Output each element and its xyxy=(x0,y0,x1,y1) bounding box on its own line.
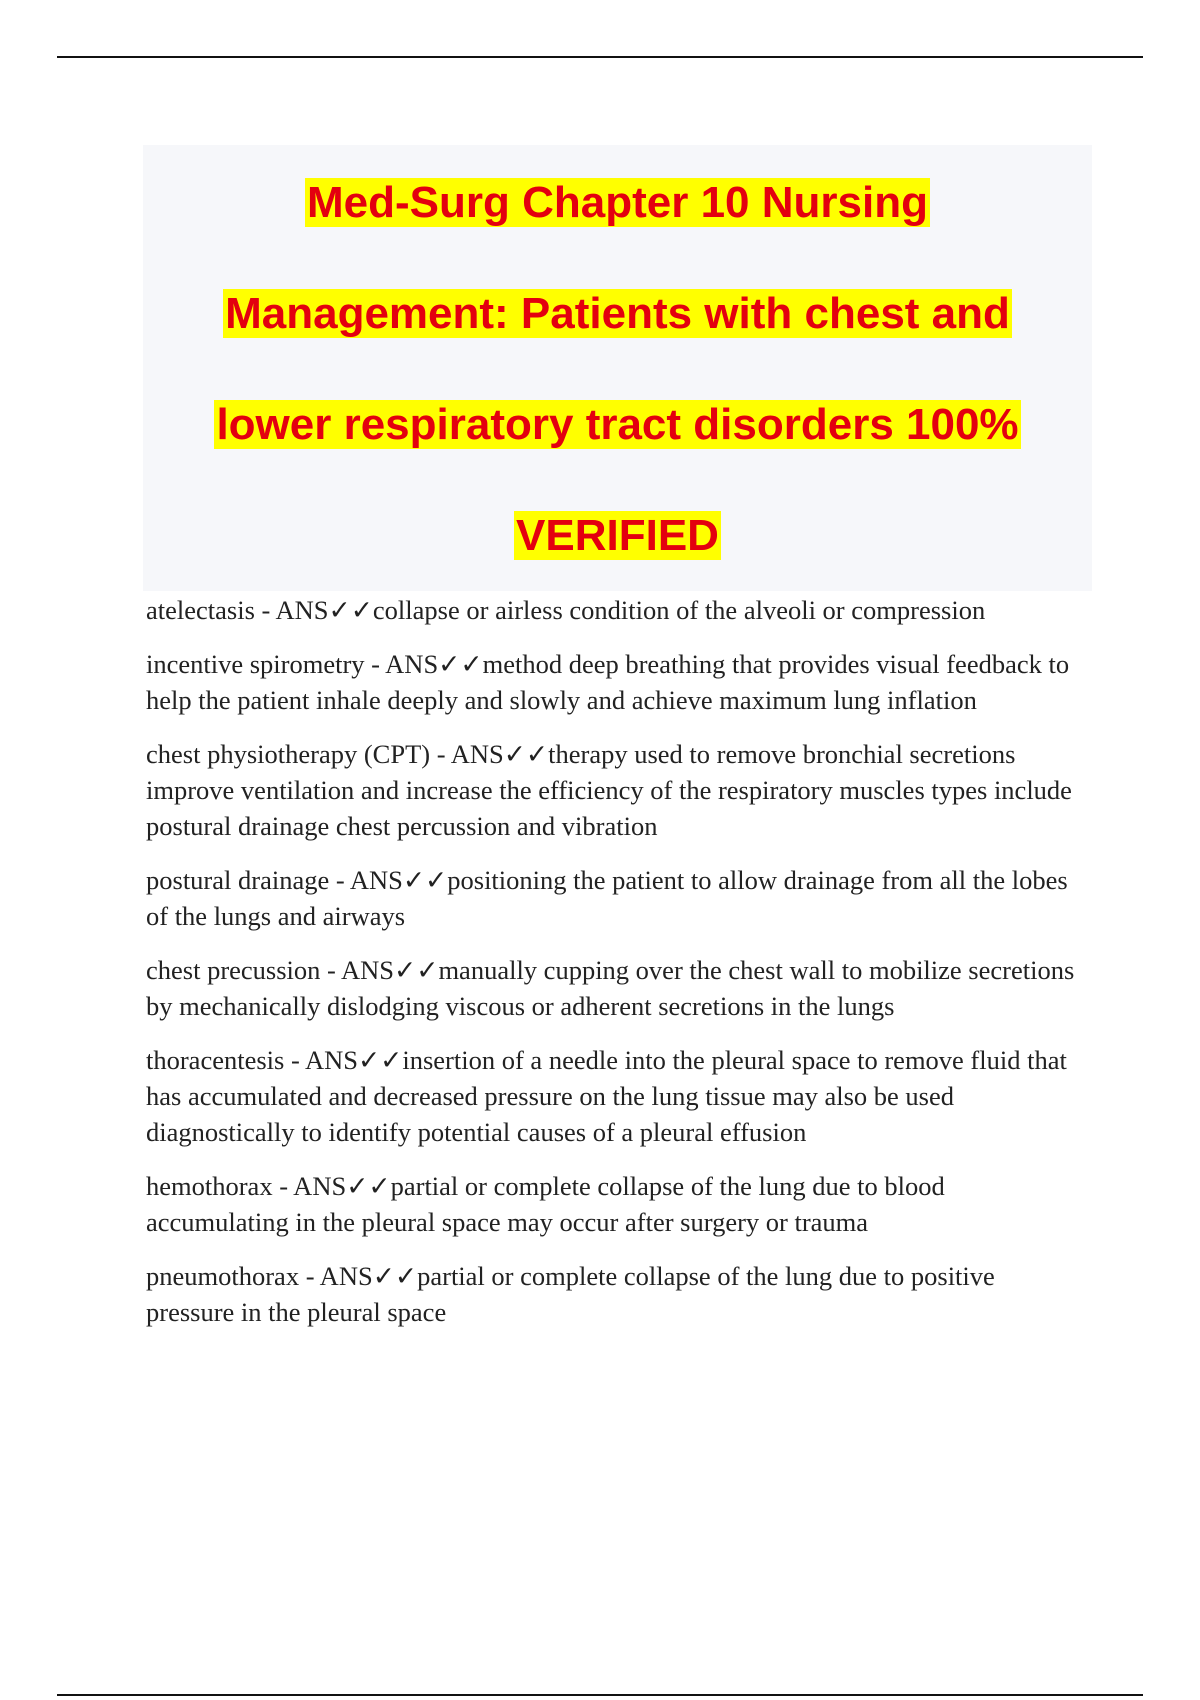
entry-atelectasis: atelectasis - ANS✓✓collapse or airless condition of the alveoli or compression xyxy=(146,595,986,625)
entry-chest-precussion: chest precussion - ANS✓✓manually cupping over the chest wall to mobilize secretions by mechanically dislodging viscous or adherent secretions in the lungs xyxy=(146,955,1075,1021)
document-title-block xyxy=(143,145,1092,591)
title-line-1: Med-Surg Chapter 10 Nursing xyxy=(307,178,928,227)
entry-incentive-spirometry: incentive spirometry - ANS✓✓method deep breathing that provides visual feedback to help the patient inhale deeply and slowly and achieve maximum lung inflation xyxy=(146,649,1070,715)
entry-chest-physiotherapy: chest physiotherapy (CPT) - ANS✓✓therapy used to remove bronchial secretions improve ventilation and increase the efficiency of the respiratory muscles types include postural drainage chest percussion and vibration xyxy=(146,739,1072,841)
flashcard-list xyxy=(146,592,1086,1348)
entry-thoracentesis: thoracentesis - ANS✓✓insertion of a needle into the pleural space to remove fluid that has accumulated and decreased pressure on the lung tissue may also be used diagnostically to identify potential causes of a pleural effusion xyxy=(146,1045,1067,1147)
title-line-4: VERIFIED xyxy=(516,511,719,560)
title-line-2: Management: Patients with chest and xyxy=(225,289,1010,338)
entry-pneumothorax: pneumothorax - ANS✓✓partial or complete collapse of the lung due to positive pressure in the pleural space xyxy=(146,1261,995,1327)
title-line-3: lower respiratory tract disorders 100% xyxy=(216,400,1019,449)
entry-postural-drainage: postural drainage - ANS✓✓positioning the patient to allow drainage from all the lobes of the lungs and airways xyxy=(146,865,1068,931)
header-rule xyxy=(57,56,1143,58)
footer-rule xyxy=(57,1694,1143,1696)
entry-hemothorax: hemothorax - ANS✓✓partial or complete collapse of the lung due to blood accumulating in the pleural space may occur after surgery or trauma xyxy=(146,1171,945,1237)
